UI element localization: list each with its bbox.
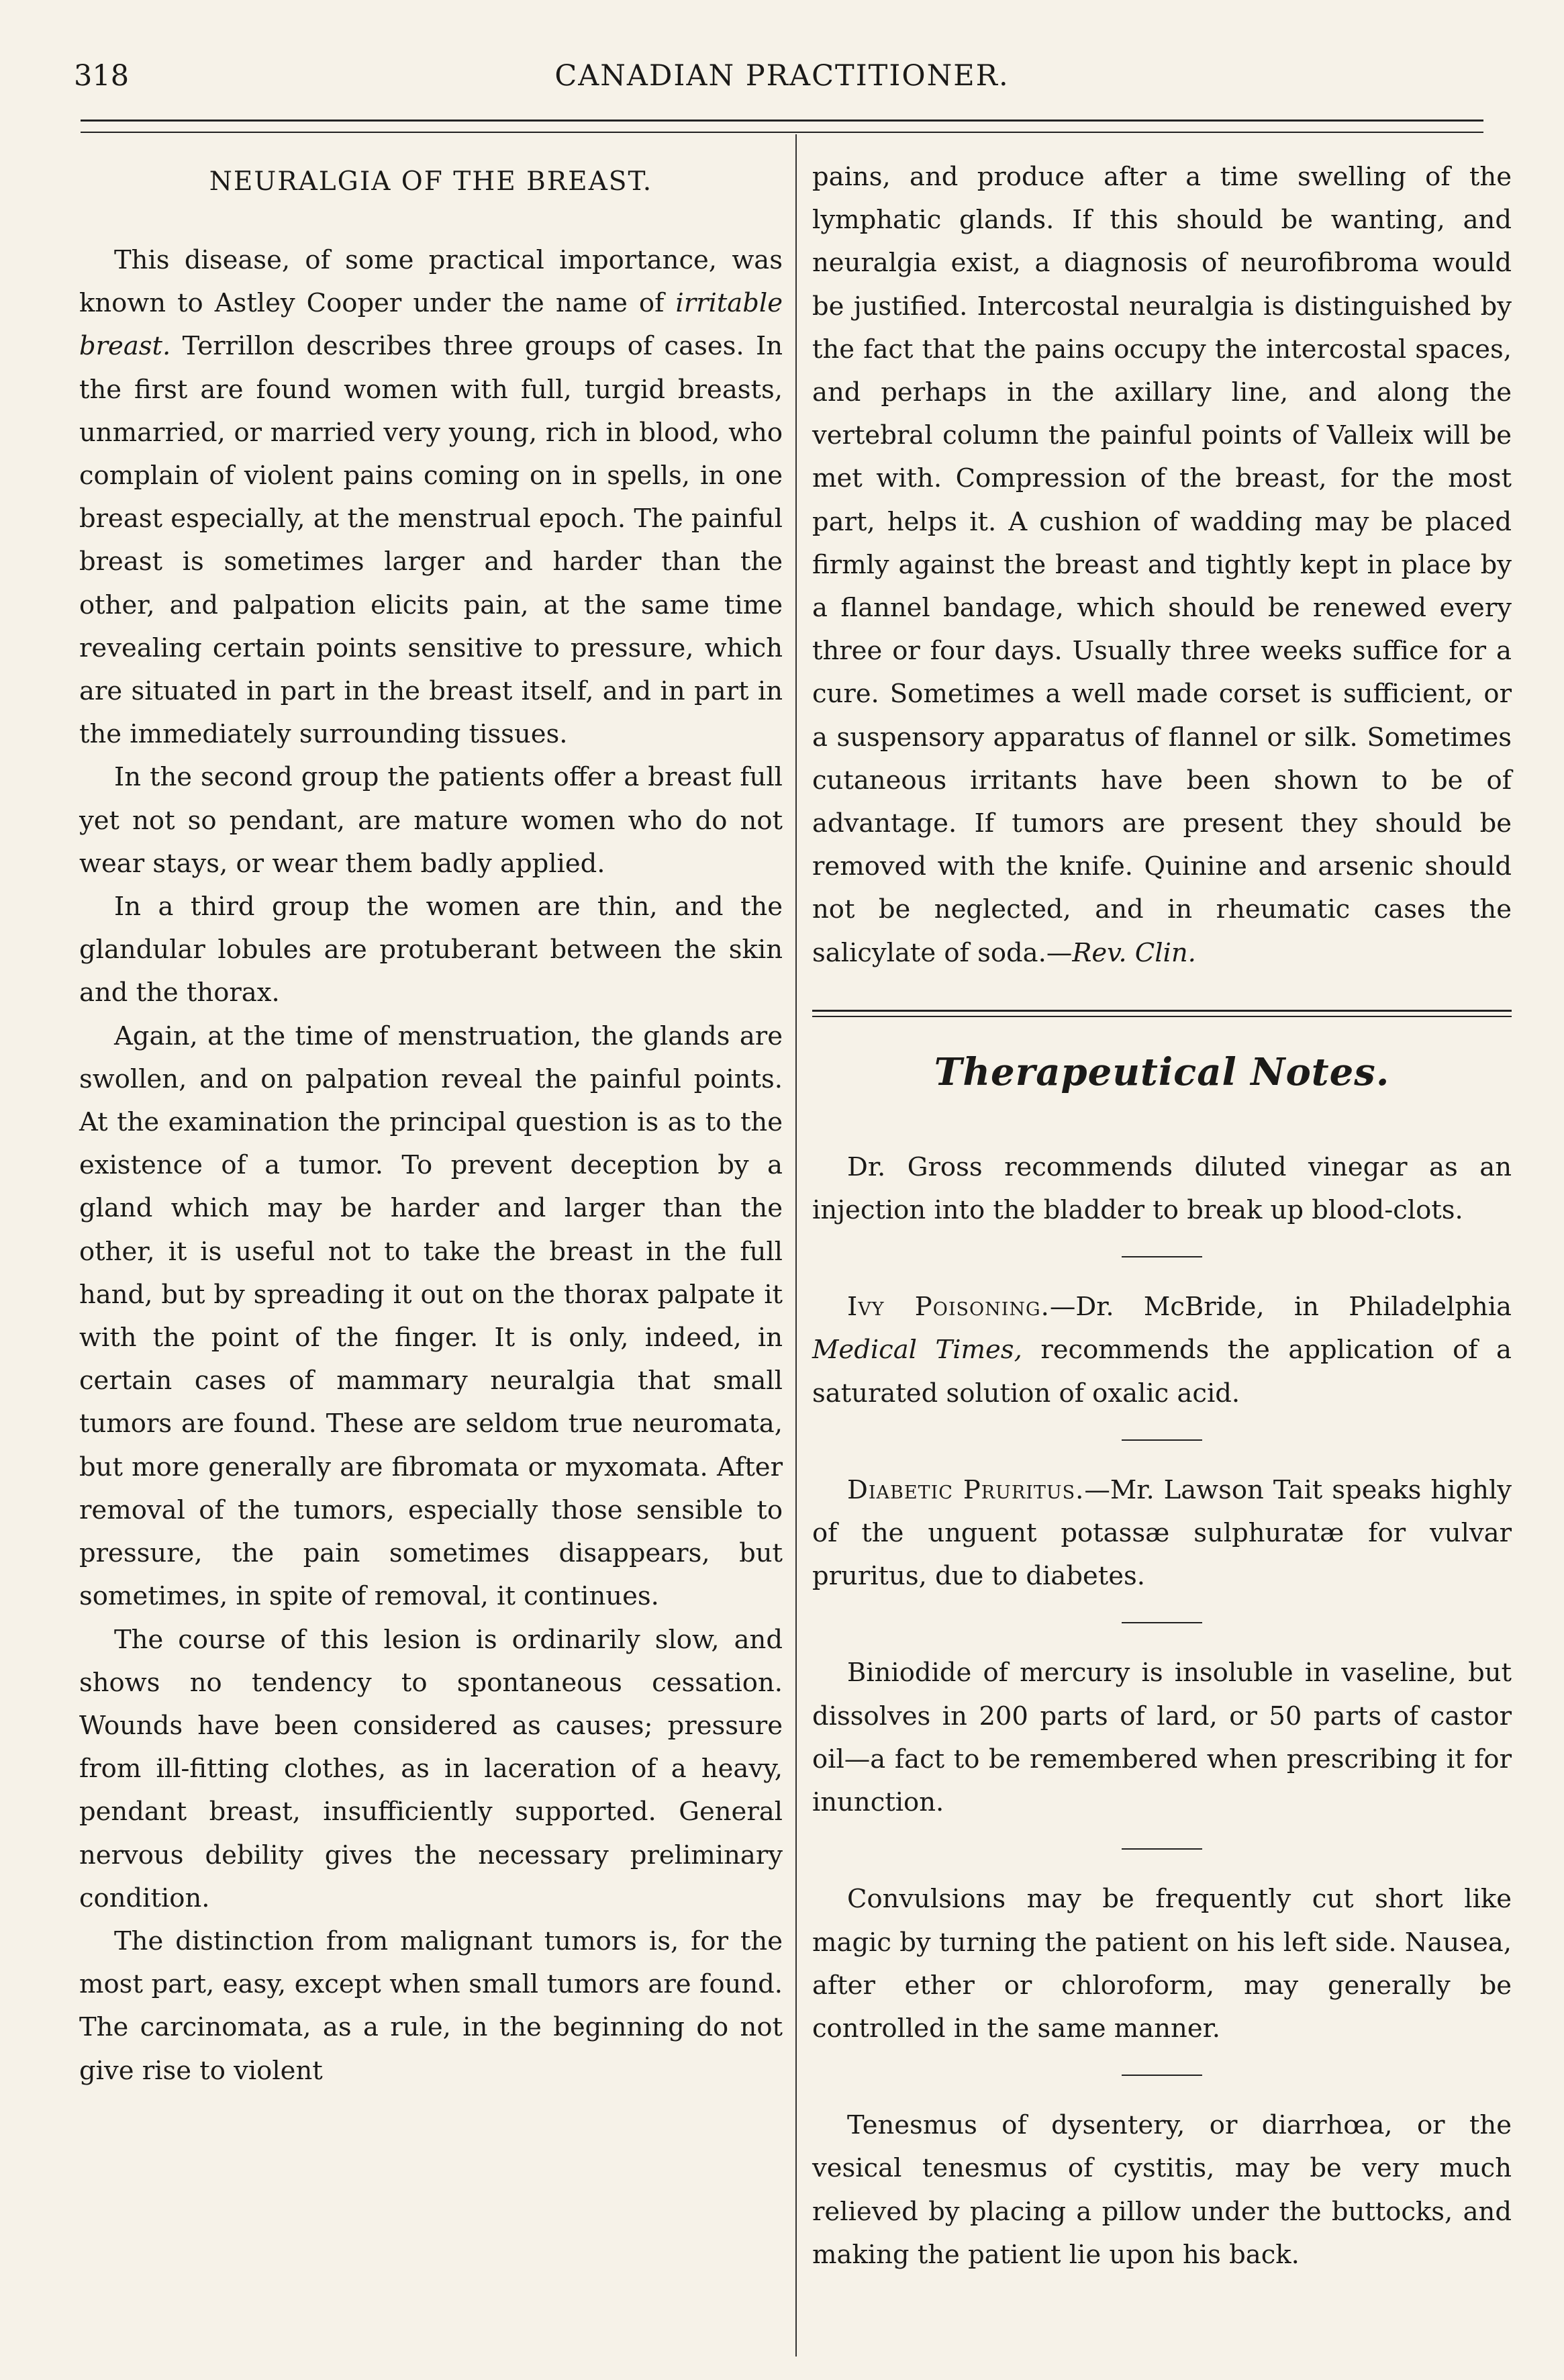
right-column bbox=[812, 156, 1512, 2277]
paragraph: In the second group the patients offer a breast full yet not so pendant, are mature women who do not wear stays, or wear them badly applied. bbox=[79, 762, 783, 879]
note-italic: Medical Times, bbox=[812, 1335, 1022, 1366]
note-heading: Diabetic Pruritus. bbox=[847, 1474, 1085, 1505]
note-text: —Dr. McBride, in Philadelphia bbox=[1049, 1292, 1512, 1323]
header-rule-thin bbox=[81, 132, 1483, 133]
header-rule bbox=[81, 120, 1483, 122]
note-separator bbox=[1122, 1622, 1202, 1623]
paragraph: The course of this lesion is ordinarily slow, and shows no tendency to spontaneous cessation. Wounds have been considered as causes; pressure from ill-fitting clothes, as in laceration of a heavy, pendant breast, insufficiently supported. General nervous debility gives the necessary preliminary condition. bbox=[79, 1624, 783, 1913]
section-rule-thin bbox=[812, 1016, 1512, 1017]
continued-paragraph bbox=[812, 156, 1512, 975]
paragraph-text: This disease, of some practical importance, was known to Astley Cooper under the name of bbox=[79, 245, 783, 319]
note-text: recommends the application of a saturated solution of oxalic acid. bbox=[812, 1335, 1512, 1409]
note-separator bbox=[1122, 1256, 1202, 1257]
page-number: 318 bbox=[74, 59, 130, 93]
note: Tenesmus of dysentery, or diarrhœa, or the vesical tenesmus of cystitis, may be very much relieved by placing a pillow under the buttocks, and making the patient lie upon his back. bbox=[812, 2110, 1512, 2270]
note: Biniodide of mercury is insoluble in vaseline, but dissolves in 200 parts of lard, or 50 parts of castor oil—a fact to be remembered when prescribing it for inunction. bbox=[812, 1658, 1512, 1818]
note-text: —Mr. Lawson Tait speaks highly of the unguent potassæ sulphuratæ for vulvar pruritus, due to diabetes. bbox=[812, 1474, 1512, 1592]
paragraph: In a third group the women are thin, and the glandular lobules are protuberant between the skin and the thorax. bbox=[79, 892, 783, 1008]
note bbox=[812, 1469, 1512, 1599]
note-heading: Ivy Poisoning. bbox=[847, 1292, 1050, 1323]
note-separator bbox=[1122, 1848, 1202, 1850]
note: Dr. Gross recommends diluted vinegar as an injection into the bladder to break up blood-clots. bbox=[812, 1151, 1512, 1226]
section-rule bbox=[812, 1010, 1512, 1012]
note: Convulsions may be frequently cut short like magic by turning the patient on his left side. Nausea, after ether or chloroform, may generally be controlled in the same manner. bbox=[812, 1884, 1512, 2044]
running-head: CANADIAN PRACTITIONER. bbox=[554, 59, 1010, 93]
left-column bbox=[79, 156, 783, 2093]
note-separator bbox=[1122, 2075, 1202, 2076]
note bbox=[812, 1286, 1512, 1415]
page-header bbox=[74, 59, 1490, 106]
paragraph-italic: irritable breast. bbox=[79, 288, 783, 362]
paragraph bbox=[79, 239, 783, 756]
paragraph: Again, at the time of menstruation, the glands are swollen, and on palpation reveal the painful points. At the examination the principal question is as to the existence of a tumor. To prevent deception by a gland which may be harder and larger than the other, it is useful not to take the breast in the full hand, but by spreading it out on the thorax palpate it with the point of the finger. It is only, indeed, in certain cases of mammary neuralgia that small tumors are found. These are seldom true neuromata, but more generally are fibromata or myxomata. After removal of the tumors, especially those sensible to pressure, the pain sometimes disappears, but sometimes, in spite of removal, it continues. bbox=[79, 1020, 783, 1612]
section-title: Therapeutical Notes. bbox=[934, 1049, 1390, 1094]
column-divider bbox=[795, 134, 797, 2357]
note-separator bbox=[1122, 1439, 1202, 1441]
source-citation: Rev. Clin. bbox=[1072, 937, 1196, 968]
paragraph-text: pains, and produce after a time swelling of the lymphatic glands. If this should be wanting, and neuralgia exist, a diagnosis of neurofibroma would be justified. Intercostal neuralgia is distinguished by the fact that the pains occupy the intercostal spaces, and perhaps in the axillary line, and along the vertebral column the painful points of Valleix will be met with. Compression of the breast, for the most part, helps it. A cushion of wadding may be placed firmly against the breast and tightly kept in place by a flannel bandage, which should be renewed every three or four days. Usually three weeks suffice for a cure. Sometimes a well made corset is sufficient, or a suspensory apparatus of flannel or silk. Sometimes cutaneous irritants have been shown to be of advantage. If tumors are present they should be removed with the knife. Quinine and arsenic should not be neglected, and in rheumatic cases the salicylate of soda.— bbox=[812, 162, 1512, 968]
paragraph: The distinction from malignant tumors is, for the most part, easy, except when small tumors are found. The carcinomata, as a rule, in the beginning do not give rise to violent bbox=[79, 1925, 783, 2086]
article-title: NEURALGIA OF THE BREAST. bbox=[209, 166, 653, 197]
paragraph-text: Terrillon describes three groups of cases. In the first are found women with full, turgid breasts, unmarried, or married very young, rich in blood, who complain of violent pains coming on in spells, in one breast especially, at the menstrual epoch. The painful breast is sometimes larger and harder than the other, and palpation elicits pain, at the same time revealing certain points sensitive to pressure, which are situated in part in the breast itself, and in part in the immediately surrounding tissues. bbox=[79, 331, 783, 750]
